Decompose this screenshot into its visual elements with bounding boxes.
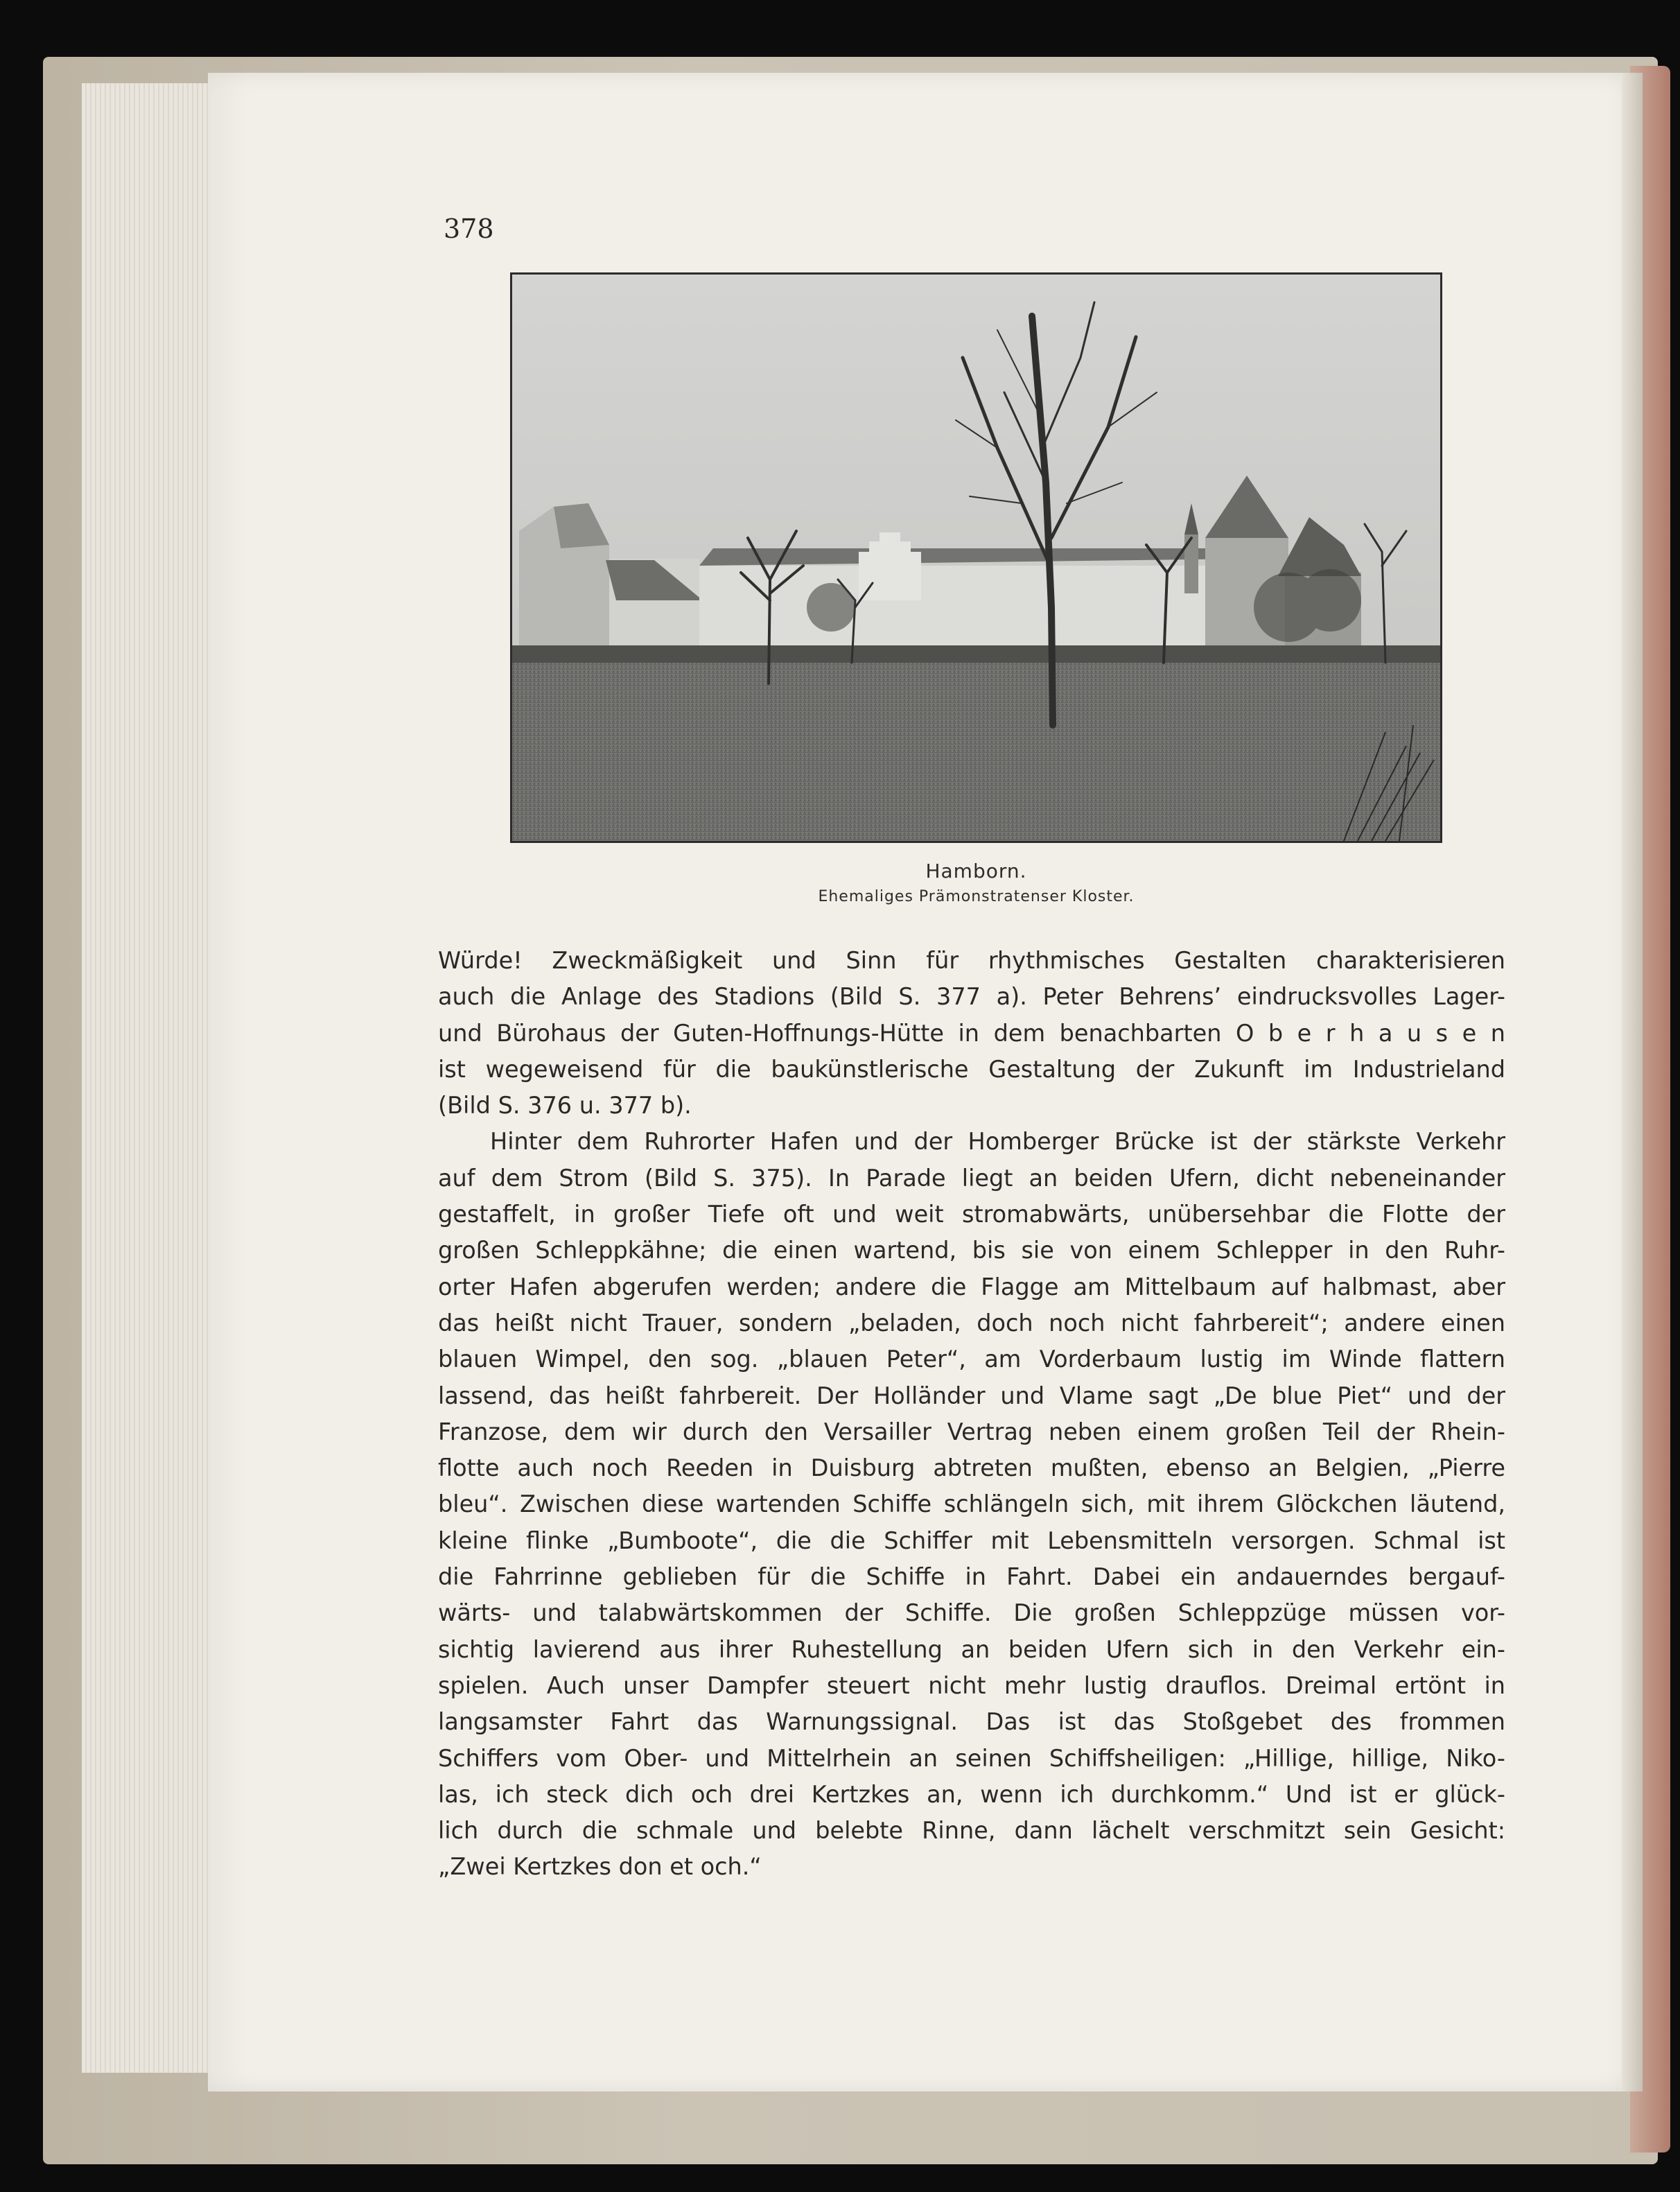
text-line: sichtig lavierend aus ihrer Ruhestellung an beiden Ufern sich in den Verkehr ein- xyxy=(438,1635,1505,1663)
text-line: wärts- und talabwärtskommen der Schiffe. Die großen Schleppzüge müssen vor- xyxy=(438,1599,1505,1627)
text-line: Hinter dem Ruhrorter Hafen und der Homberger Brücke ist der stärkste Verkehr xyxy=(490,1128,1505,1156)
text-line: ist wegeweisend für die baukünstlerische Gestaltung der Zukunft im Industrieland xyxy=(438,1055,1505,1083)
text-line: das heißt nicht Trauer, sondern „beladen, doch noch nicht fahrbereit“; andere einen xyxy=(438,1309,1505,1337)
text-line: großen Schleppkähne; die einen wartend, bis sie von einem Schlepper in den Ruhr- xyxy=(438,1237,1505,1264)
text-line: Würde! Zweckmäßigkeit und Sinn für rhythmisches Gestalten charakterisieren xyxy=(438,947,1505,974)
text-line: lassend, das heißt fahrbereit. Der Holländer und Vlame sagt „De blue Piet“ und der xyxy=(438,1382,1505,1409)
body-text xyxy=(438,943,1505,1886)
text-line: auch die Anlage des Stadions (Bild S. 377 a). Peter Behrens’ eindrucksvolles Lager- xyxy=(438,983,1505,1011)
page-number: 378 xyxy=(444,214,494,244)
text-line: und Bürohaus der Guten-Hoffnungs-Hütte in dem benachbarten O b e r h a u s e n xyxy=(438,1019,1505,1047)
text-line: langsamster Fahrt das Warnungssignal. Das ist das Stoßgebet des frommen xyxy=(438,1708,1505,1736)
text-line: lich durch die schmale und belebte Rinne, dann lächelt verschmitzt sein Gesicht: xyxy=(438,1817,1505,1845)
text-line: die Fahrrinne geblieben für die Schiffe in Fahrt. Dabei ein andauerndes bergauf- xyxy=(438,1563,1505,1591)
text-line: Schiffers vom Ober- und Mittelrhein an seinen Schiffsheiligen: „Hillige, hillige, Niko- xyxy=(438,1744,1505,1772)
text-line: Franzose, dem wir durch den Versailler Vertrag neben einem großen Teil der Rhein- xyxy=(438,1418,1505,1445)
text-line: (Bild S. 376 u. 377 b). xyxy=(438,1092,692,1120)
figure-caption-title: Hamborn. xyxy=(925,860,1027,882)
text-line: las, ich steck dich och drei Kertzkes an, wenn ich durchkomm.“ Und ist er glück- xyxy=(438,1780,1505,1808)
text-line: flotte auch noch Reeden in Duisburg abtreten mußten, ebenso an Belgien, „Pierre xyxy=(438,1454,1505,1482)
text-line: blauen Wimpel, den sog. „blauen Peter“, am Vorderbaum lustig im Winde flattern xyxy=(438,1346,1505,1373)
text-line: gestaffelt, in großer Tiefe oft und weit stromabwärts, unübersehbar die Flotte der xyxy=(438,1201,1505,1228)
text-line: auf dem Strom (Bild S. 375). In Parade liegt an beiden Ufern, dicht nebeneinander xyxy=(438,1164,1505,1192)
figure-caption-subtitle: Ehemaliges Prämonstratenser Kloster. xyxy=(818,888,1135,905)
text-line: spielen. Auch unser Dampfer steuert nicht mehr lustig drauflos. Dreimal ertönt in xyxy=(438,1671,1505,1699)
text-line: kleine flinke „Bumboote“, die die Schiffer mit Lebensmitteln versorgen. Schmal ist xyxy=(438,1526,1505,1554)
text-line: orter Hafen abgerufen werden; andere die Flagge am Mittelbaum auf halbmast, aber xyxy=(438,1273,1505,1301)
page-gutter xyxy=(1622,73,1643,2091)
text-line: bleu“. Zwischen diese wartenden Schiffe schlängeln sich, mit ihrem Glöckchen läutend, xyxy=(438,1490,1505,1518)
hamborn-monastery-photo xyxy=(510,272,1442,843)
text-line: „Zwei Kertzkes don et och.“ xyxy=(438,1853,762,1881)
